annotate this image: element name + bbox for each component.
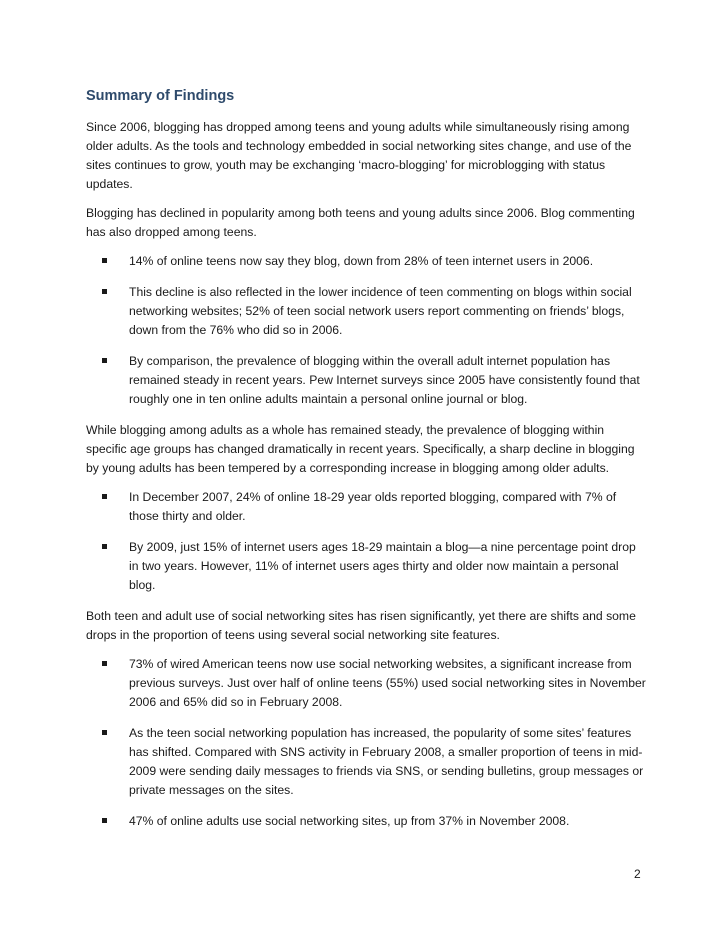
square-bullet-icon: [102, 494, 107, 499]
square-bullet-icon: [102, 661, 107, 666]
list-item: [86, 724, 646, 800]
paragraph-blogging-decline: Blogging has declined in popularity among both teens and young adults since 2006. Blog commenting has also dropped among teens.: [86, 206, 635, 239]
list-item: [86, 352, 646, 409]
paragraph-intro: Since 2006, blogging has dropped among teens and young adults while simultaneously rising among older adults. As the tools and technology embedded in social networking sites change, and use of the sites continues to grow, youth may be exchanging ‘macro-blogging’ for microblogging with status updates.: [86, 120, 632, 191]
square-bullet-icon: [102, 289, 107, 294]
document-page: [86, 86, 646, 843]
page-number: 2: [634, 867, 641, 881]
list-item-text: 73% of wired American teens now use social networking websites, a significant increase from previous surveys. Just over half of online teens (55%) used social networking sites in November 2006 and 65% did so in February 2008.: [129, 657, 646, 709]
list-item-text: By comparison, the prevalence of blogging within the overall adult internet population has remained steady in recent years. Pew Internet surveys since 2005 have consistently found that roughly one in ten online adults maintain a personal online journal or blog.: [129, 354, 640, 406]
list-item-text: By 2009, just 15% of internet users ages 18-29 maintain a blog—a nine percentage point drop in two years. However, 11% of internet users ages thirty and older now maintain a personal blog.: [129, 540, 636, 592]
list-item: [86, 538, 646, 595]
paragraph-age-groups: While blogging among adults as a whole has remained steady, the prevalence of blogging within specific age groups has changed dramatically in recent years. Specifically, a sharp decline in blogging by young adults has been tempered by a corresponding increase in blogging among older adults.: [86, 423, 635, 475]
square-bullet-icon: [102, 544, 107, 549]
bullet-list-blogging-decline: [86, 252, 646, 409]
list-item-text: 14% of online teens now say they blog, down from 28% of teen internet users in 2006.: [129, 254, 594, 268]
square-bullet-icon: [102, 258, 107, 263]
list-item: [86, 283, 646, 340]
list-item-text: In December 2007, 24% of online 18-29 year olds reported blogging, compared with 7% of those thirty and older.: [129, 490, 617, 523]
bullet-list-age-groups: [86, 488, 646, 595]
section-heading: Summary of Findings: [86, 88, 235, 104]
list-item: [86, 252, 646, 271]
list-item: [86, 812, 646, 831]
list-item: [86, 655, 646, 712]
list-item-text: As the teen social networking population has increased, the popularity of some sites’ features has shifted. Compared with SNS activity in February 2008, a smaller proportion of teens in mid-2009 were sending daily messages to friends via SNS, or sending bulletins, group messages or private messages on the sites.: [129, 726, 644, 797]
list-item: [86, 488, 646, 526]
square-bullet-icon: [102, 358, 107, 363]
bullet-list-social-networking: [86, 655, 646, 831]
square-bullet-icon: [102, 818, 107, 823]
list-item-text: 47% of online adults use social networking sites, up from 37% in November 2008.: [129, 814, 570, 828]
paragraph-social-networking: Both teen and adult use of social networking sites has risen significantly, yet there are shifts and some drops in the proportion of teens using several social networking site features.: [86, 609, 636, 642]
list-item-text: This decline is also reflected in the lower incidence of teen commenting on blogs within social networking websites; 52% of teen social network users report commenting on friends’ blogs, down from the 76% who did so in 2006.: [129, 285, 632, 337]
square-bullet-icon: [102, 730, 107, 735]
